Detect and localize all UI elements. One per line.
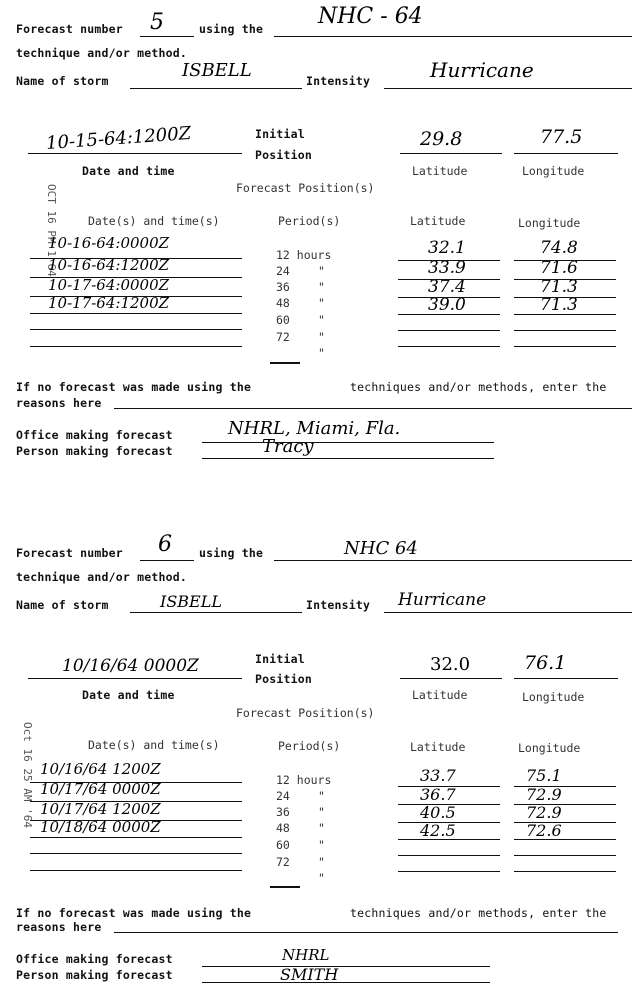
period-60: 60 bbox=[276, 313, 290, 327]
periods-label: Period(s) bbox=[278, 214, 341, 228]
forecast-latitude: 32.1 bbox=[428, 238, 466, 258]
latitude-col-label: Latitude bbox=[410, 740, 466, 754]
forecast-latitude: 42.5 bbox=[420, 821, 456, 840]
forecast-number-label: Forecast number bbox=[16, 22, 123, 36]
reasons-label: reasons here bbox=[16, 920, 102, 934]
forecast-positions-label: Forecast Position(s) bbox=[236, 181, 375, 195]
forecast-longitude: 71.3 bbox=[540, 277, 578, 297]
forecast-row-datetime: 10/18/64 0000Z bbox=[40, 818, 161, 836]
forecast-number-label: Forecast number bbox=[16, 546, 123, 560]
ditto-mark: " bbox=[318, 346, 325, 360]
ditto-mark: " bbox=[318, 821, 325, 835]
technique-value: NHC - 64 bbox=[318, 4, 423, 29]
latitude-label: Latitude bbox=[412, 688, 468, 702]
no-forecast-label: If no forecast was made using the bbox=[16, 380, 252, 394]
office-value: NHRL bbox=[282, 946, 330, 964]
no-forecast-tail: techniques and/or methods, enter the bbox=[350, 380, 607, 394]
forecast-latitude: 36.7 bbox=[420, 785, 456, 804]
period-12: 12 hours bbox=[276, 248, 332, 262]
received-stamp: Oct 16 25 AM '64 bbox=[21, 722, 34, 828]
forecast-row-datetime: 10/17/64 1200Z bbox=[40, 800, 161, 818]
forecast-longitude: 74.8 bbox=[540, 238, 578, 258]
received-stamp: OCT 16 PM 1 64 bbox=[45, 184, 58, 277]
period-48: 48 bbox=[276, 296, 290, 310]
period-60: 60 bbox=[276, 838, 290, 852]
forecast-longitude: 72.9 bbox=[526, 785, 562, 804]
forecast-latitude: 33.7 bbox=[420, 766, 456, 785]
forecast-number-value: 5 bbox=[150, 10, 164, 35]
storm-name-label: Name of storm bbox=[16, 74, 109, 88]
forecast-row-datetime: 10/17/64 0000Z bbox=[40, 780, 161, 798]
longitude-label: Longitude bbox=[522, 164, 585, 178]
initial-latitude-value: 29.8 bbox=[420, 128, 463, 150]
ditto-mark: " bbox=[318, 313, 325, 327]
initial-label: Initial bbox=[255, 652, 305, 666]
forecast-longitude: 72.6 bbox=[526, 821, 562, 840]
technique-value: NHC 64 bbox=[344, 538, 418, 559]
no-forecast-label: If no forecast was made using the bbox=[16, 906, 252, 920]
ditto-mark: " bbox=[318, 855, 325, 869]
initial-datetime-value: 10-15-64:1200Z bbox=[45, 122, 192, 155]
initial-latitude-value: 32.0 bbox=[430, 654, 471, 675]
date-and-time-label: Date and time bbox=[82, 688, 175, 702]
initial-longitude-value: 77.5 bbox=[540, 126, 583, 148]
forecast-longitude: 75.1 bbox=[526, 766, 562, 785]
intensity-label: Intensity bbox=[306, 74, 371, 88]
no-forecast-tail: techniques and/or methods, enter the bbox=[350, 906, 607, 920]
period-72: 72 bbox=[276, 330, 290, 344]
period-24: 24 bbox=[276, 789, 290, 803]
person-label: Person making forecast bbox=[16, 444, 173, 458]
forecast-row-datetime: 10-17-64:0000Z bbox=[48, 276, 170, 294]
ditto-mark: " bbox=[318, 296, 325, 310]
position-label: Position bbox=[255, 672, 312, 686]
initial-label: Initial bbox=[255, 127, 305, 141]
period-72: 72 bbox=[276, 855, 290, 869]
person-label: Person making forecast bbox=[16, 968, 173, 982]
initial-longitude-value: 76.1 bbox=[524, 652, 567, 674]
longitude-col-label: Longitude bbox=[518, 216, 581, 230]
ditto-mark: " bbox=[318, 805, 325, 819]
storm-name-label: Name of storm bbox=[16, 598, 109, 612]
period-48: 48 bbox=[276, 821, 290, 835]
reasons-label: reasons here bbox=[16, 396, 102, 410]
date-and-time-label: Date and time bbox=[82, 164, 175, 178]
ditto-mark: " bbox=[318, 264, 325, 278]
technique-label: technique and/or method. bbox=[16, 46, 187, 60]
technique-label: technique and/or method. bbox=[16, 570, 187, 584]
period-24: 24 bbox=[276, 264, 290, 278]
ditto-mark: " bbox=[318, 280, 325, 294]
using-the-label: using the bbox=[199, 546, 264, 560]
ditto-mark: " bbox=[318, 871, 325, 885]
periods-label: Period(s) bbox=[278, 739, 341, 753]
forecast-row-datetime: 10-16-64:1200Z bbox=[48, 256, 170, 274]
forecast-latitude: 39.0 bbox=[428, 295, 466, 315]
dates-times-label: Date(s) and time(s) bbox=[88, 214, 220, 228]
period-36: 36 bbox=[276, 805, 290, 819]
person-value: SMITH bbox=[280, 965, 339, 984]
using-the-label: using the bbox=[199, 22, 264, 36]
storm-name-value: ISBELL bbox=[160, 592, 222, 611]
office-label: Office making forecast bbox=[16, 428, 173, 442]
period-36: 36 bbox=[276, 280, 290, 294]
intensity-value: Hurricane bbox=[430, 58, 534, 82]
latitude-label: Latitude bbox=[412, 164, 468, 178]
office-label: Office making forecast bbox=[16, 952, 173, 966]
longitude-col-label: Longitude bbox=[518, 741, 581, 755]
forecast-row-datetime: 10-16-64:0000Z bbox=[48, 234, 170, 252]
office-value: NHRL, Miami, Fla. bbox=[228, 418, 401, 439]
intensity-label: Intensity bbox=[306, 598, 371, 612]
storm-name-value: ISBELL bbox=[182, 60, 252, 81]
period-12: 12 hours bbox=[276, 773, 332, 787]
intensity-value: Hurricane bbox=[398, 590, 487, 610]
forecast-longitude: 71.6 bbox=[540, 258, 578, 278]
forecast-latitude: 40.5 bbox=[420, 803, 456, 822]
forecast-longitude: 71.3 bbox=[540, 295, 578, 315]
forecast-row-datetime: 10-17-64:1200Z bbox=[48, 294, 170, 312]
forecast-longitude: 72.9 bbox=[526, 803, 562, 822]
longitude-label: Longitude bbox=[522, 690, 585, 704]
position-label: Position bbox=[255, 148, 312, 162]
latitude-col-label: Latitude bbox=[410, 214, 466, 228]
forecast-latitude: 37.4 bbox=[428, 277, 466, 297]
ditto-mark: " bbox=[318, 838, 325, 852]
forecast-row-datetime: 10/16/64 1200Z bbox=[40, 760, 161, 778]
ditto-mark: " bbox=[318, 789, 325, 803]
forecast-number-value: 6 bbox=[158, 532, 172, 557]
forecast-positions-label: Forecast Position(s) bbox=[236, 706, 375, 720]
ditto-mark: " bbox=[318, 330, 325, 344]
person-value: Tracy bbox=[262, 436, 314, 457]
initial-datetime-value: 10/16/64 0000Z bbox=[62, 656, 199, 676]
forecast-latitude: 33.9 bbox=[428, 258, 466, 278]
dates-times-label: Date(s) and time(s) bbox=[88, 738, 220, 752]
